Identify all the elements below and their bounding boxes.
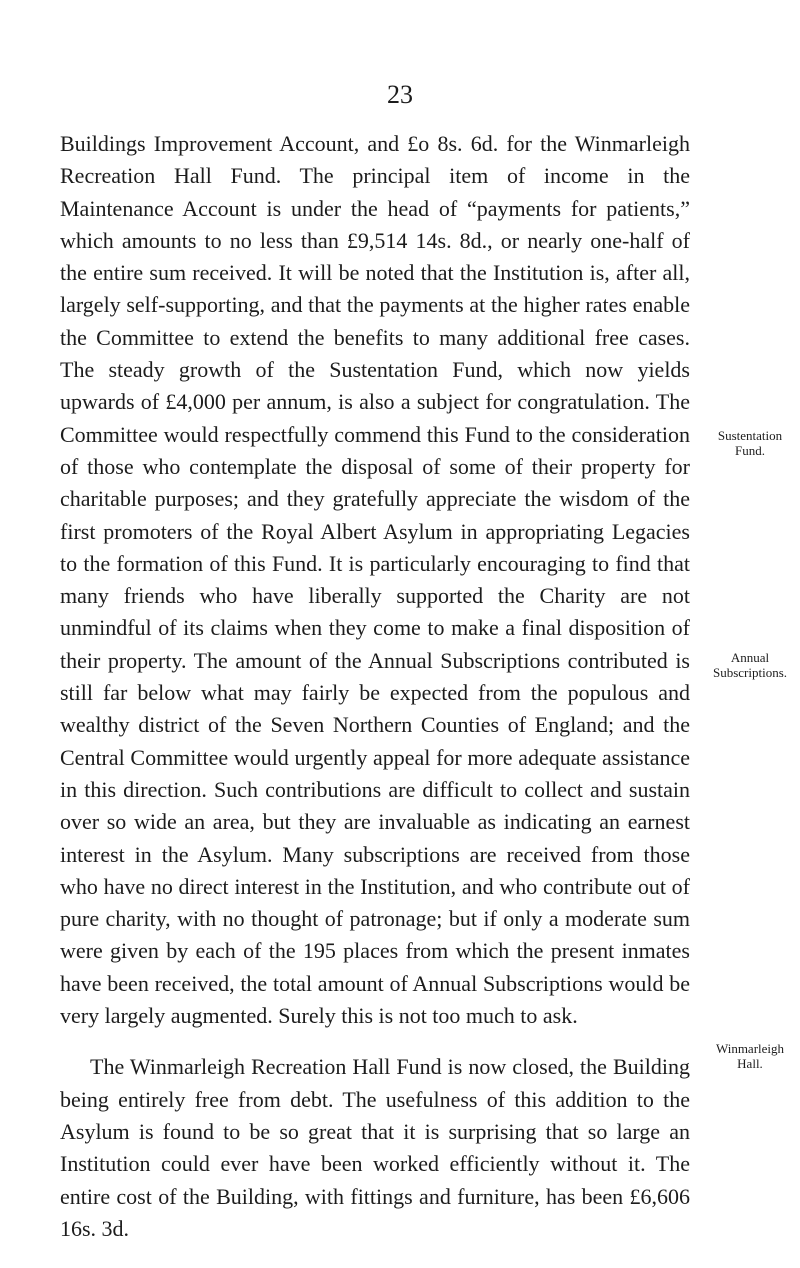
paragraph-maintenance: Buildings Improvement Account, and £o 8s. 6d. for the Winmarleigh Recreation Hall Fund. The principal item of income in the Maintenance Account is under the head of “payments for patients,” which amounts to no less than £9,514 14s. 8d., or nearly one-half of the entire sum received. It will be noted that the Institution is, after all, largely self-supporting, and that the payments at the higher rates enable the Committee to extend the benefits to many additional free cases. The steady growth of the Sustentation Fund, which now yields upwards of £4,000 per annum, is also a subject for congratulation. The Committee would respectfully commend this Fund to the consideration of those who contemplate the disposal of some of their property for charitable purposes; and they gratefully appreciate the wisdom of the first promoters of the Royal Albert Asylum in appropriating Legacies to the formation of this Fund. It is particularly encouraging to find that many friends who have liberally supported the Charity are not unmindful of its claims when they come to make a final disposition of their property. The amount of the Annual Subscriptions contributed is still far below what may fairly be expected from the populous and wealthy district of the Seven Northern Counties of England; and the Central Committee would urgently appeal for more adequate assistance in this direction. Such contributions are difficult to collect and sustain over so wide an area, but they are invaluable as indicating an earnest interest in the Asylum. Many subscriptions are received from those who have no direct interest in the Institution, and who contribute out of pure charity, with no thought of patronage; but if only a moderate sum were given by each of the 195 places from which the present inmates have been received, the total amount of Annual Subscriptions would be very largely augmented. Surely this is not too much to ask.: [60, 131, 690, 1029]
margin-note-line: Hall.: [737, 1056, 763, 1071]
margin-note-winmarleigh-hall: [700, 1041, 800, 1071]
margin-note-sustentation-fund: [700, 428, 800, 458]
margin-note-line: Winmarleigh: [715, 1041, 785, 1056]
margin-note-annual-subscriptions: [700, 650, 800, 680]
margin-note-line: Sustentation: [717, 428, 783, 443]
margin-note-line: Subscriptions.: [712, 665, 788, 680]
margin-note-line: Annual: [730, 650, 770, 665]
page-number: 23: [387, 80, 413, 109]
margin-note-line: Fund.: [735, 443, 765, 458]
main-text: [60, 128, 690, 1245]
paragraph-winmarleigh: The Winmarleigh Recreation Hall Fund is now closed, the Building being entirely free from debt. The usefulness of this addition to the Asylum is found to be so great that it is surprising that so large an Institution could ever have been worked efficiently without it. The entire cost of the Building, with fittings and furniture, has been £6,606 16s. 3d.: [60, 1054, 690, 1241]
